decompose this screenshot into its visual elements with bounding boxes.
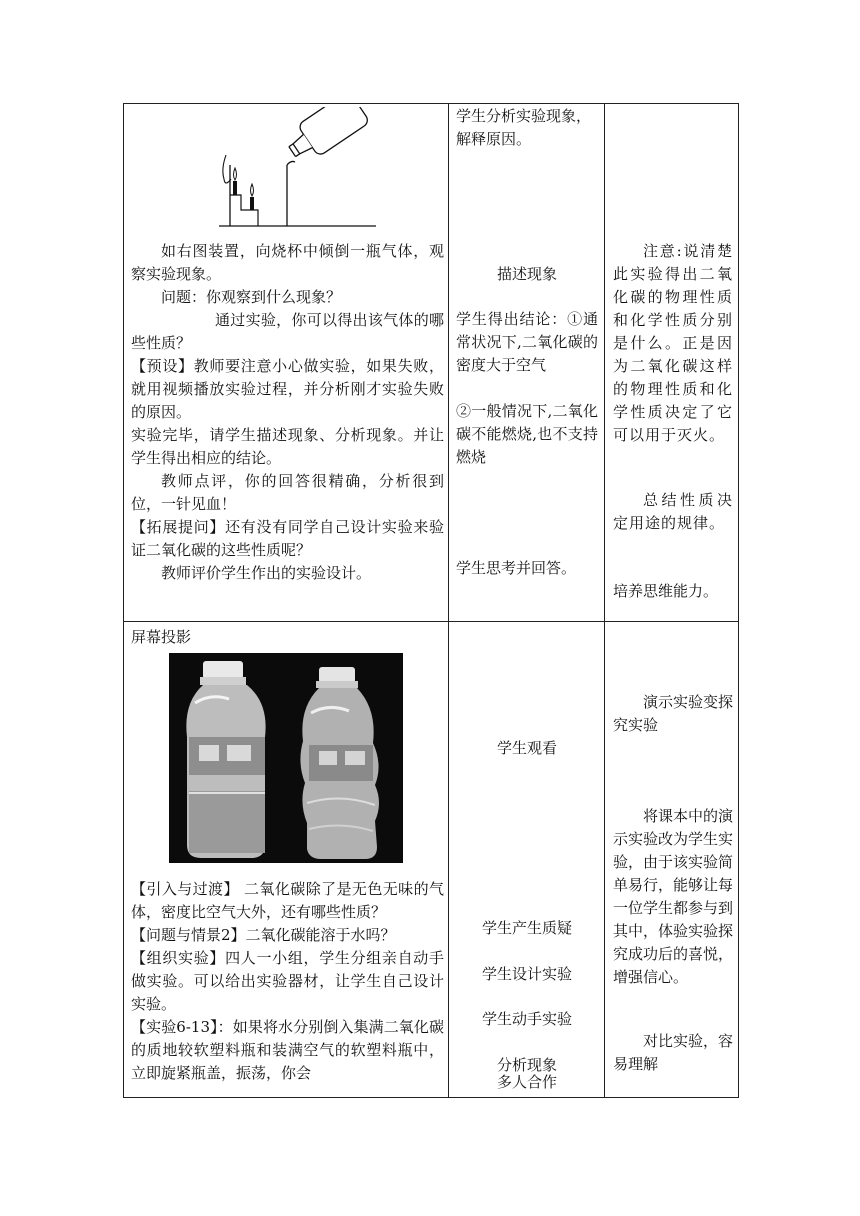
row2-left-cell	[131, 878, 444, 1085]
row2-right-text: 对比实验，容易理解	[613, 1032, 734, 1073]
organize-experiment-text: 【组织实验】四人一小组，学生分组亲自动手做实验。可以给出实验器材，让学生自己设计实验。	[131, 949, 444, 1013]
question-text: 通过实验，你可以得出该气体的哪些性质？	[131, 311, 444, 352]
teacher-comment-text: 教师点评，你的回答很精确，分析很到位，一针见血！	[131, 472, 444, 513]
plastic-bottles-photo	[169, 653, 403, 863]
row2-middle-text: 分析现象	[496, 1056, 557, 1074]
row1-middle-text: 学生思考并回答。	[456, 559, 577, 577]
instruction-text: 实验完毕，请学生描述现象、分析现象。并让学生得出相应的结论。	[131, 426, 444, 467]
column-divider-1	[448, 103, 449, 1098]
row1-middle-text: ②一般情况下,二氧化碳不能燃烧,也不支持燃烧	[456, 402, 598, 466]
row-divider	[123, 621, 739, 622]
screen-projection-heading: 屏幕投影	[131, 628, 192, 646]
row2-middle-text: 多人合作	[496, 1073, 557, 1091]
row2-right-text: 演示实验变探究实验	[613, 693, 734, 734]
instruction-text: 如右图装置，向烧杯中倾倒一瓶气体，观察实验现象。	[131, 242, 444, 283]
row1-right-text: 总结性质决定用途的规律。	[613, 491, 733, 532]
table-border-top	[123, 103, 739, 104]
extension-question-text: 【拓展提问】还有没有同学自己设计实验来验证二氧化碳的这些性质呢？	[131, 518, 444, 559]
question-scenario-text: 【问题与情景2】二氧化碳能溶于水吗？	[131, 926, 396, 944]
transition-text: 【引入与过渡】 二氧化碳除了是无色无味的气体，密度比空气大外，还有哪些性质？	[131, 880, 444, 921]
table-border-left	[123, 103, 124, 1098]
row1-right-text: 注意:说清楚此实验得出二氧化碳的物理性质和化学性质分别是什么。正是因为二氧化碳这样的物理性质和化学性质决定了它可以用于灭火。	[613, 242, 733, 444]
experiment-text: 【实验6-13】：如果将水分别倒入集满二氧化碳的质地较软塑料瓶和装满空气的软塑料瓶中，立即旋紧瓶盖，振荡，你会	[131, 1018, 444, 1082]
teacher-comment-text: 教师评价学生作出的实验设计。	[161, 564, 372, 582]
row2-right-text: 将课本中的演示实验改为学生实验，由于该实验简单易行，能够让每一位学生都参与到其中，体验实验探究成功后的喜悦，增强信心。	[613, 807, 734, 986]
row2-middle-text: 学生观看	[496, 739, 557, 757]
table-border-bottom	[123, 1097, 739, 1098]
row1-right-text: 培养思维能力。	[613, 582, 719, 600]
beaker-candle-diagram	[216, 107, 376, 231]
preset-text: 【预设】教师要注意小心做实验，如果失败，就用视频播放实验过程，并分析刚才实验失败的原因。	[131, 357, 444, 421]
row1-middle-text: 学生分析实验现象，解释原因。	[456, 107, 592, 148]
column-divider-2	[604, 103, 605, 1098]
row2-middle-text: 学生设计实验	[481, 965, 572, 983]
question-text: 问题：你观察到什么现象？	[161, 288, 342, 306]
lesson-table	[123, 103, 739, 1098]
row2-middle-text: 学生动手实验	[481, 1010, 572, 1028]
table-border-right	[738, 103, 739, 1098]
row2-middle-text: 学生产生质疑	[481, 919, 572, 937]
row1-middle-text: 描述现象	[496, 265, 557, 283]
row1-left-cell	[131, 240, 444, 585]
row1-middle-text: 学生得出结论：①通常状况下,二氧化碳的密度大于空气	[456, 310, 598, 374]
